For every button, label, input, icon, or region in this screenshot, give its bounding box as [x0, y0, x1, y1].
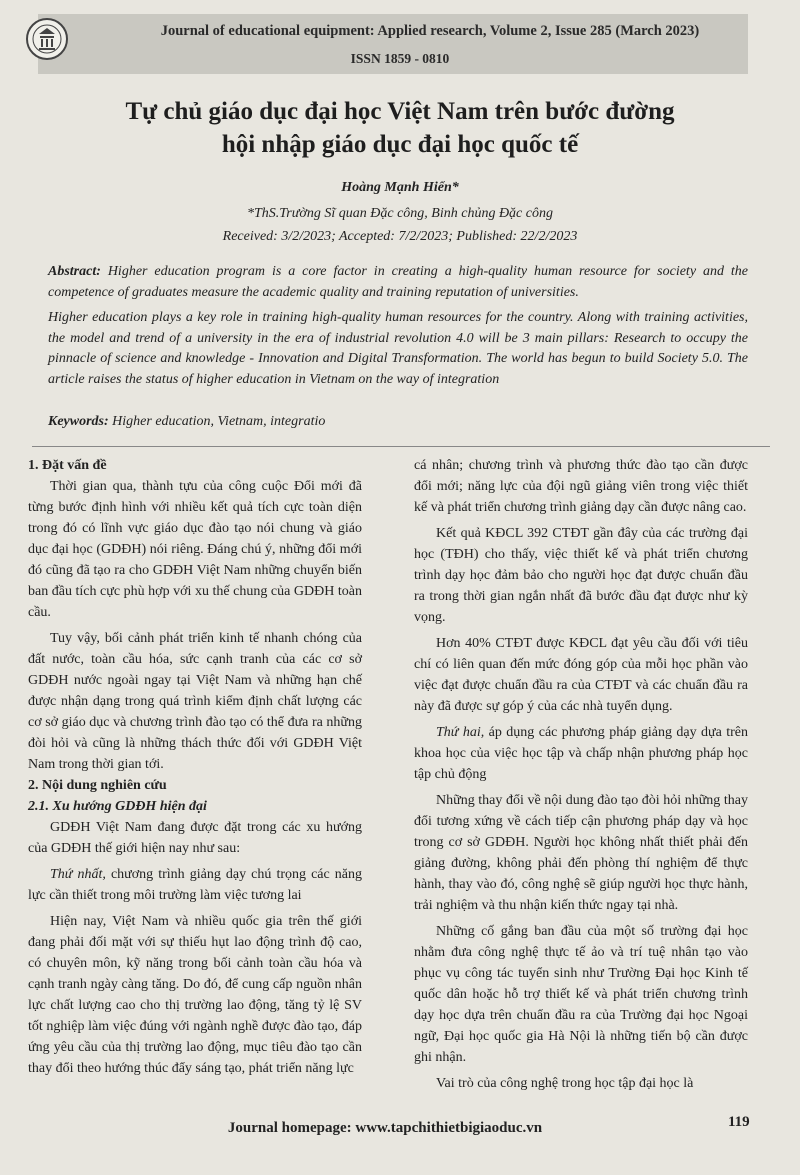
keywords-label: Keywords: [48, 414, 109, 429]
abstract-label: Abstract: [48, 264, 101, 279]
body-paragraph: Những cố gắng ban đầu của một số trường đại học nhằm đưa công nghệ thực tế ảo và trí tuệ nhân tạo vào phục vụ công tác tuyển sinh như Trường Đại học Kinh tế quốc dân hoặc hỗ trợ thiết kế và phát triển chương trình dạy học dựa trên chuẩn đầu ra của Trường đại học Ngoại ngữ, Đại học quốc gia Hà Nội là những tiến bộ cần được ghi nhận. [414, 924, 748, 1065]
body-paragraph: GDĐH Việt Nam đang được đặt trong các xu hướng của GDĐH thế giới hiện nay như sau: [28, 820, 362, 856]
body-paragraph [414, 722, 748, 785]
body-paragraph: Những thay đổi về nội dung đào tạo đòi hỏi những thay đổi tương xứng về cách tiếp cận phương pháp dạy và học trong cơ sở GDĐH. Người học không nhất thiết phải đến giảng đường, không phải đến phòng thí nghiệm để thực hành, thay vào đó, công nghệ sẽ giúp người học thực hành, trải nghiệm và thu nhận kiến thức ngay tại nhà. [414, 793, 748, 913]
abstract-paragraph-1 [48, 262, 748, 303]
abstract-text-1: Higher education program is a core factor in creating a high-quality human resource for society and the competence of graduates measure the academic quality and training reputation of universities. [48, 264, 748, 300]
body-paragraph: Hơn 40% CTĐT được KĐCL đạt yêu cầu đối với tiêu chí có liên quan đến mức đóng góp của mỗi học phần vào việc đạt được chuẩn đầu ra của CTĐT và các chuẩn đầu ra này đã được sự góp ý của các nhà tuyển dụng. [414, 636, 748, 714]
body-paragraph: Tuy vậy, bối cảnh phát triển kinh tế nhanh chóng của đất nước, toàn cầu hóa, sức cạnh tranh của các cơ sở GDĐH nước ngoài ngay tại Việt Nam và những hạn chế được nhận dạng trong quá trình kiểm định chất lượng các cơ sở giáo dục và chương trình đào tạo có thể đưa ra những đòi hỏi và cũng là những thách thức đối với GDĐH Việt Nam trong thời gian tới. [28, 631, 362, 772]
subsection-heading: 2.1. Xu hướng GDĐH hiện đại [28, 799, 207, 814]
title-line-2: hội nhập giáo dục đại học quốc tế [221, 131, 579, 158]
section-heading-1: 1. Đặt vấn đề [28, 458, 107, 473]
emphasis-text: Thứ hai, [436, 725, 485, 740]
journal-homepage: Journal homepage: www.tapchithietbigiaoduc.vn [227, 1120, 543, 1136]
body-text: chương trình giảng dạy chú trọng các năng lực cần thiết trong môi trường làm việc tương lai [28, 867, 363, 903]
journal-citation: Journal of educational equipment: Applied research, Volume 2, Issue 285 (March 2023) [160, 23, 700, 39]
page-number: 119 [728, 1114, 750, 1130]
title-line-1: Tự chủ giáo dục đại học Việt Nam trên bước đường [125, 98, 675, 125]
abstract-paragraph-2: Higher education plays a key role in training high-quality human resources for the country. Along with training activities, the model and trend of a university in the era of industrial revolution 4.0 will be 3 main pillars: Research to occupy the pinnacle of science and knowledge - Innovation and Digital Transformation. The world has begun to build Society 5.0. The article raises the status of higher education in Vietnam on the way of integration [48, 310, 748, 387]
section-divider [32, 446, 770, 447]
body-paragraph: Vai trò của công nghệ trong học tập đại học là [436, 1076, 694, 1091]
keywords-text: Higher education, Vietnam, integratio [108, 414, 326, 429]
author-name: Hoàng Mạnh Hiển* [341, 180, 459, 195]
body-paragraph: cá nhân; chương trình và phương thức đào tạo cần được đổi mới; năng lực của đội ngũ giảng viên trong việc thiết kế và phát triển chương trình giảng dạy cần được nâng cao. [414, 458, 748, 515]
publication-dates: Received: 3/2/2023; Accepted: 7/2/2023; Published: 22/2/2023 [222, 229, 578, 244]
body-paragraph [28, 864, 362, 906]
emphasis-text: Thứ nhất, [50, 867, 106, 882]
right-column [414, 455, 748, 1094]
journal-seal-icon [26, 18, 68, 60]
body-paragraph: Hiện nay, Việt Nam và nhiều quốc gia trên thế giới đang phải đối mặt với sự thiếu hụt lao động trình độ cao, có chuyên môn, kỹ năng trong bối cảnh toàn cầu hóa và cạnh tranh ngày càng tăng. Do đó, để cung cấp nguồn nhân lực chất lượng cao cho thị trường lao động, tăng tỷ lệ SV tốt nghiệp làm việc đúng với ngành nghề được đào tạo, đáp ứng yêu cầu của thị trường lao động, mục tiêu đào tạo cần thay đổi theo hướng thúc đẩy sáng tạo, phát triển năng lực [28, 914, 362, 1076]
seal-svg [28, 20, 66, 58]
left-column [28, 455, 362, 1079]
article-title [40, 95, 760, 161]
body-text: áp dụng các phương pháp giảng dạy dựa trên khoa học của việc học tập và chấp nhận phương pháp học tập chủ động [414, 725, 749, 782]
author-affiliation: *ThS.Trường Sĩ quan Đặc công, Binh chủng Đặc công [247, 206, 553, 221]
body-paragraph: Kết quả KĐCL 392 CTĐT gần đây của các trường đại học (TĐH) cho thấy, việc thiết kế và phát triển chương trình dạy học đảm bảo cho người học đạt được chuẩn đầu ra trong thời gian ngắn nhất đã bước đầu đạt được như kỳ vọng. [414, 526, 748, 625]
issn: ISSN 1859 - 0810 [350, 51, 450, 66]
body-paragraph: Thời gian qua, thành tựu của công cuộc Đổi mới đã từng bước định hình với nhiều kết quả tích cực toàn diện trong đó có lĩnh vực giáo dục đào tạo nói chung và giáo dục đại học (GDĐH) nói riêng. Đáng chú ý, những đổi mới đó cũng đã tạo ra cho GDĐH Việt Nam những chuyển biến ban đầu tích cực phù hợp với xu thế chung của GDĐH toàn cầu. [28, 479, 362, 620]
keywords [48, 412, 748, 433]
section-heading-2: 2. Nội dung nghiên cứu [28, 778, 167, 793]
